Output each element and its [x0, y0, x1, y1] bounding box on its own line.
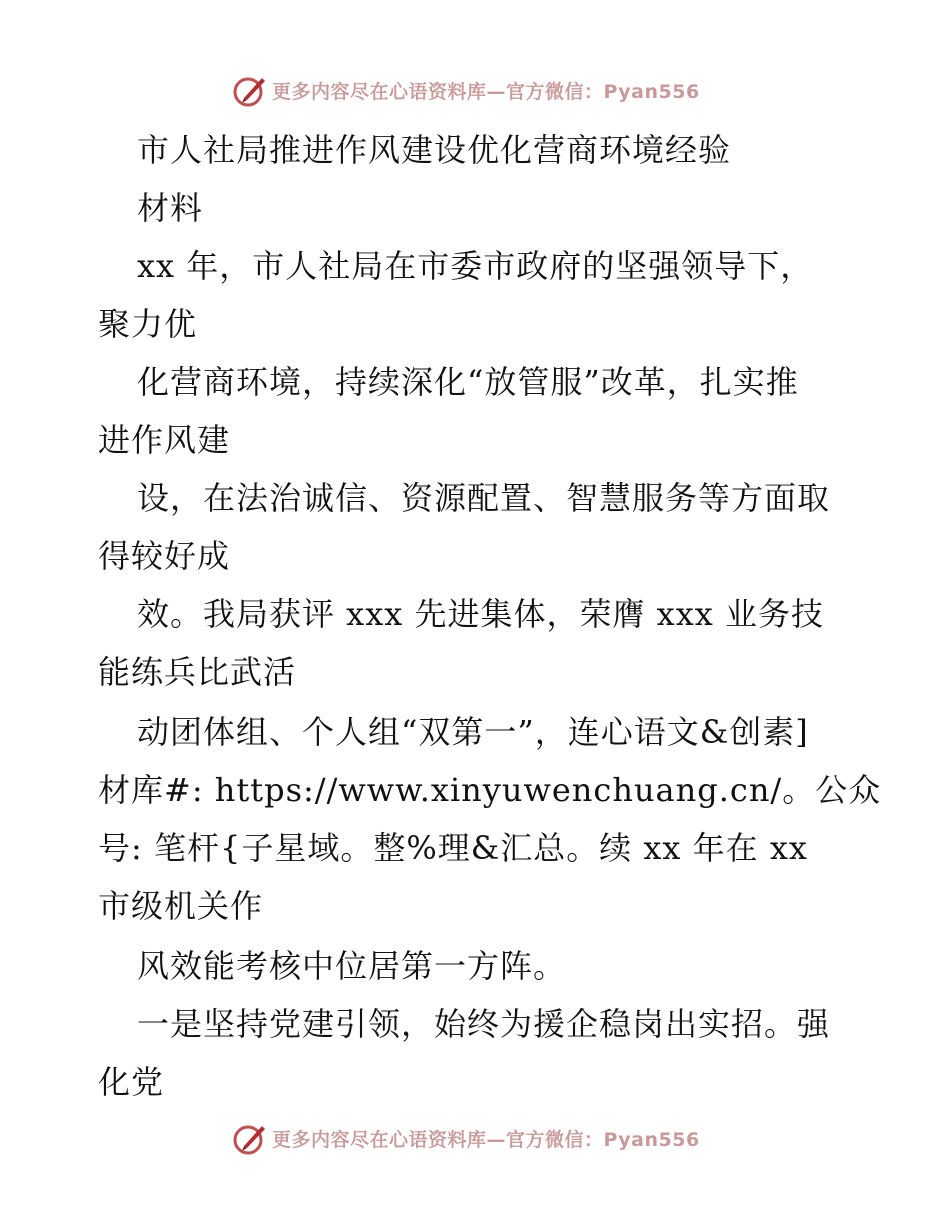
text-line: 化营商环境，持续深化“放管服”改革，扎实推: [137, 363, 799, 401]
text-line: 市人社局推进作风建设优化营商环境经验: [137, 131, 732, 169]
text-line: 化党: [98, 1063, 165, 1101]
quill-pen-logo-icon: [232, 72, 268, 108]
quill-pen-logo-icon: [232, 1120, 268, 1156]
text-line: 一是坚持党建引领，始终为援企稳岗出实招。强: [137, 1005, 831, 1043]
text-line: 风效能考核中位居第一方阵。: [137, 947, 567, 985]
text-line: 效。我局获评 xxx 先进集体，荣膺 xxx 业务技: [137, 595, 824, 633]
text-line: 材料: [137, 189, 204, 227]
header-watermark: [232, 70, 732, 110]
watermark-text: 更多内容尽在心语资料库—官方微信：Pyan556: [272, 80, 700, 103]
text-line: 聚力优: [98, 305, 198, 343]
text-line: 能练兵比武活: [98, 653, 297, 691]
text-line: 进作风建: [98, 421, 231, 459]
watermark-text: 更多内容尽在心语资料库—官方微信：Pyan556: [272, 1128, 700, 1151]
text-line: 号: 笔杆{子星域。整%理&汇总。续 xx 年在 xx: [98, 829, 808, 867]
text-line: 材库#: https://www.xinyuwenchuang.cn/。公众: [98, 771, 882, 809]
text-line: 动团体组、个人组“双第一”，连心语文&创素]: [137, 713, 809, 751]
text-line: 设，在法治诚信、资源配置、智慧服务等方面取: [137, 479, 831, 517]
footer-watermark: [232, 1118, 732, 1158]
text-line: 市级机关作: [98, 887, 264, 925]
text-line: xx 年，市人社局在市委市政府的坚强领导下，: [137, 247, 814, 285]
text-line: 得较好成: [98, 537, 231, 575]
